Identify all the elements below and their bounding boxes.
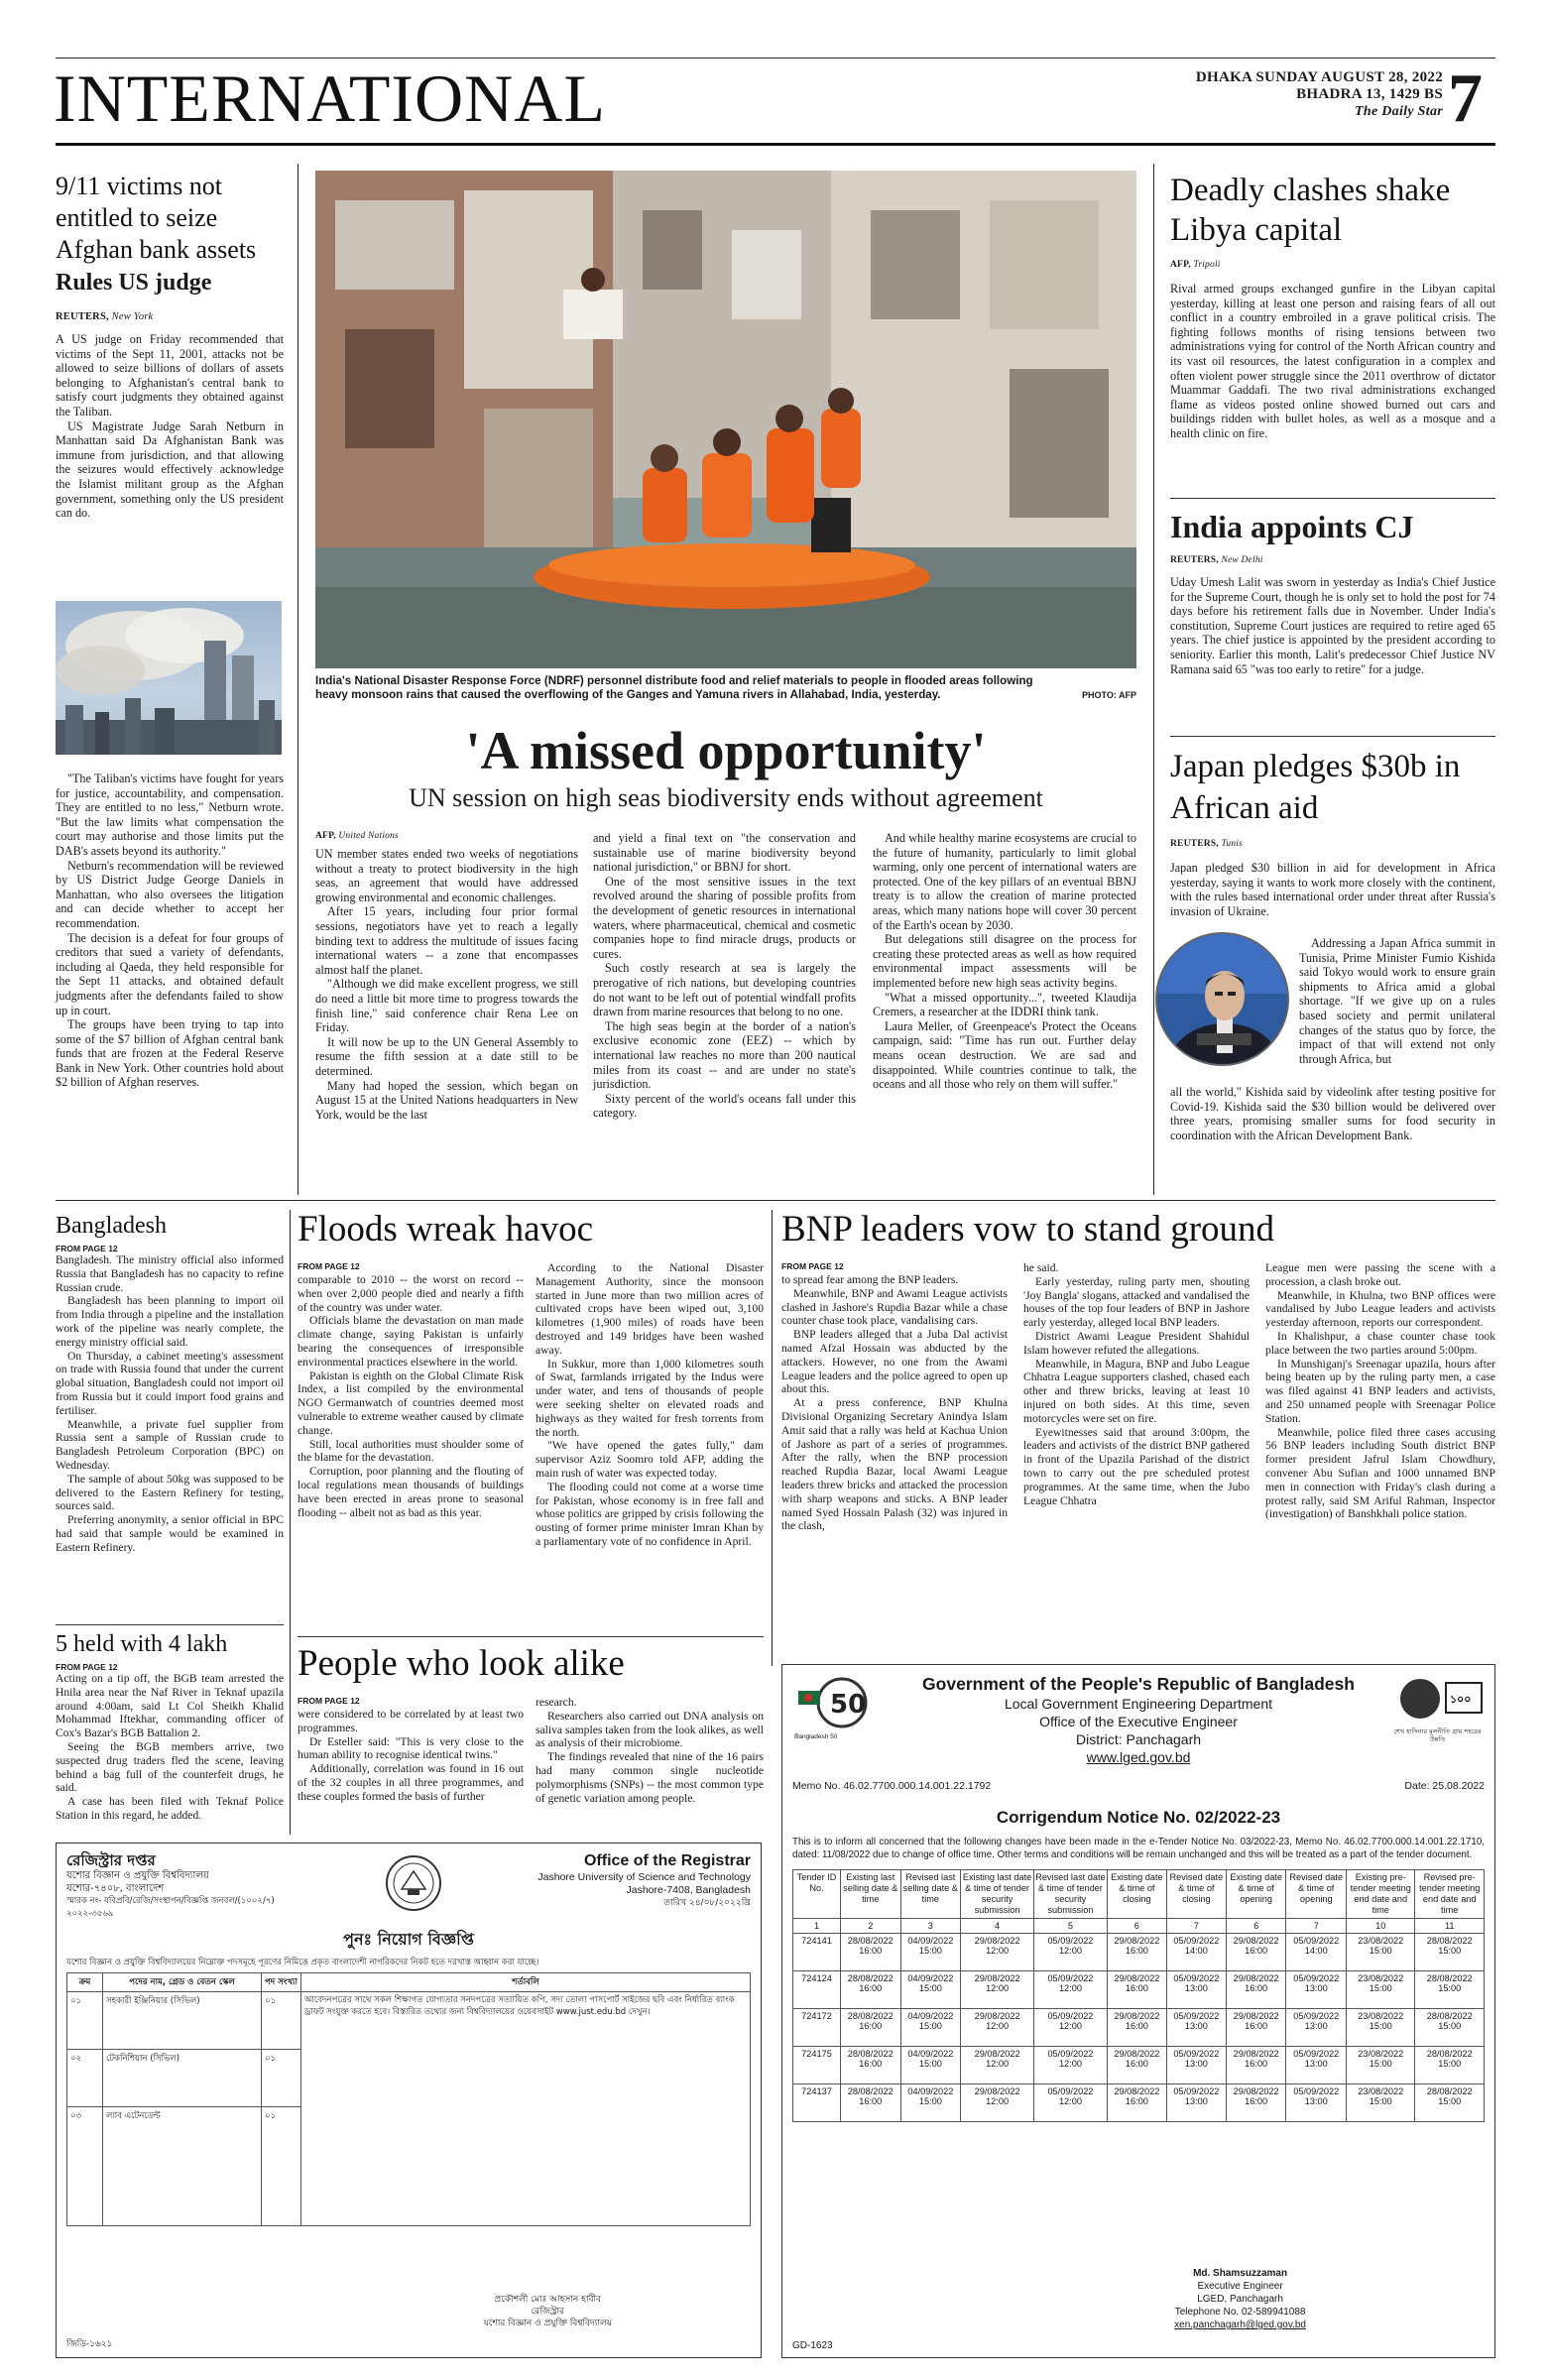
floods-col2: According to the National Disaster Management Authority, since the monsoon started in June more than two million acres of cultivated crops have been wiped out, 3,100 kilometres (1,900 miles) of roads have been destroyed and 149 bridges have been washed away. In Sukkur, more than 1,000 kilometres south of Swat, farmlands irrigated by the Indus were under water, and tens of thousands of people were seeking shelter on elevated roads and highways as they waited for fresh torrents from the north. "We have opened the gates fully," dam supervisor Aziz Soomro told AFP, adding the main rush of water was expected today. The flooding could not come at a worse time for Pakistan, whose economy is in free fall and whose politics are gripped by crisis following the ousting of former prime minister Imran Khan by a parliamentary vote of no confidence in April. (536, 1261, 764, 1548)
bangladesh-50-logo (794, 1675, 874, 1740)
registrar-code: জিডি-১৬২১ (66, 2339, 113, 2349)
bnp-headline: BNP leaders vow to stand ground (781, 1209, 1275, 1250)
lged-district: District: Panchagarh (1075, 1731, 1202, 1747)
bangladesh-headline: Bangladesh (56, 1213, 167, 1239)
afghan-byline: REUTERS, New York (56, 311, 154, 322)
bangla-date: BHADRA 13, 1429 BS (1296, 86, 1443, 102)
libya-byline: AFP, Tripoli (1170, 260, 1221, 270)
lged-web[interactable]: www.lged.gov.bd (1086, 1749, 1191, 1765)
lged-signer-email[interactable]: xen.panchagarh@lged.gov.bd (1174, 2320, 1306, 2330)
tender-number-row: 1 2 3 4 5 6 7 6 7 10 11 (793, 1919, 1485, 1934)
registrar-notice-title: পুনঃ নিয়োগ বিজ্ঞপ্তি (343, 1930, 474, 1949)
floods-headline: Floods wreak havoc (298, 1209, 593, 1250)
table-row: 724172 28/08/2022 16:00 04/09/2022 15:00 29/08/2022 12:00 05/09/2022 12:00 29/08/2022 16:00 05/09/2022 13:00 29/08/2022 16:00 05/09/2022 13:00 23/08/2022 15:00 28/08/2022 15:00 (793, 2009, 1485, 2047)
afghan-subhead: Rules US judge (56, 270, 212, 296)
mujib-logo (1390, 1675, 1485, 1744)
lged-ad (781, 1664, 1495, 2358)
lged-notice: Corrigendum Notice No. 02/2022-23 (996, 1808, 1281, 1827)
bnp-col1: to spread fear among the BNP leaders. Meanwhile, BNP and Awami League activists clashed in Jashore's Rupdia Bazar while a chase counter chase took place, vandalising cars. BNP leaders alleged that a Juba Dal activist named Afzal Hossain was abducted by the attackers. However, no one from the Awami League leaders and the police agreed to open up about this. At a press conference, BNP Khulna Divisional Organizing Secretary Anindya Islam Amit said that a rally was held at Kachua Union of Jashore as part of a series of programmes. After the rally, when the BNP procession reached Rupdia Bazar, local Awami League leaders threw bricks and attacked the procession with sharp weapons and sticks. A BNP leader named Syed Hossain Palash (32) was injured in the clash, (781, 1273, 1008, 1533)
dateline-block (1160, 69, 1443, 120)
bangladesh-body: Bangladesh. The ministry official also informed Russia that Bangladesh has no capacity to refine Russian crude. Bangladesh has been planning to import oil from India through a pipeline and the installation work of the pipeline was nearly complete, the energy ministry official said. On Thursday, a cabinet meeting's assessment on trade with Russia found that under the current global situation, Bangladesh could not import oil from Russia but it could import food grains and fertiliser. Meanwhile, a private fuel supplier from Russia sent a sample of Russian crude to Bangladesh Petroleum Corporation (BPC) on Wednesday. The sample of about 50kg was supposed to be delivered to the Eastern Refinery for testing, sources said. Preferring anonymity, a senior official in BPC had said that sample would be examined in Eastern Refinery. (56, 1253, 284, 1554)
floods-jump (298, 1208, 764, 1251)
lged-memo: Memo No. 46.02.7700.000.14.001.22.1792 (792, 1780, 992, 1792)
registrar-table: ক্রম পদের নাম, গ্রেড ও বেতন স্কেল পদ সংখ্যা শর্তাবলি ০১ সহকারী ইঞ্জিনিয়ার (সিভিল) ০১ আবেদনপত্রের সাথে সকল শিক্ষাগত যোগ্যতার সনদপত্রের সত্যায়িত কপি, সদ্য তোলা পাসপোর্ট সাইজের ছবি এবং নির্ধারিত ব্যাংক ড্রাফট সংযুক্ত করতে হবে। বিস্তারিত তথ্যের জন্য বিশ্ববিদ্যালয়ের ওয়েবসাইট www.just.edu.bd দেখুন। ০২ টেকনিশিয়ান (সিভিল) ০১ ০৩ ল্যাব এটেনডেন্ট ০১ (66, 1972, 751, 2226)
registrar-ad (56, 1843, 762, 2358)
libya-story (1170, 171, 1495, 441)
registrar-seal (379, 1851, 448, 1915)
page-number: 7 (1448, 60, 1483, 137)
lged-signer-title: Executive Engineer (1197, 2281, 1283, 2292)
tender-header-row: Tender ID No. Existing last selling date & time Revised last selling date & time Existing last date & time of tender security submission Revised last date & time of tender security submission Existing date & time of closing Revised date & time of closing Existing date & time of opening Revised date & time of opening Existing pre-tender meeting end date and time Revised pre-tender meeting end date and time (793, 1870, 1485, 1919)
wtc-photo (56, 601, 282, 755)
kishida-photo (1155, 932, 1289, 1066)
lakh-body: Acting on a tip off, the BGB team arrested the Hnila area near the Naf River in Teknaf upazila around 4:00am, said Lt Col Sheikh Khalid Mohammad Iftekhar, commanding officer of Cox's Bazar's BGB Battalion 2. Seeing the BGB members arrive, two suspected drug traders fled the scene, leaving behind a bag full of the counterfeit drugs, he said. A case has been filed with Teknaf Police Station in this regard, he added. (56, 1672, 284, 1822)
india-byline: REUTERS, New Delhi (1170, 555, 1263, 565)
table-row: ০৩ ল্যাব এটেনডেন্ট ০১ (67, 2107, 751, 2226)
dateline: DHAKA SUNDAY AUGUST 28, 2022 (1195, 69, 1443, 85)
registrar-title: Office of the Registrar (583, 1852, 751, 1869)
registrar-bn-addr: যশোর-৭৪০৮, বাংলাদেশ (66, 1883, 165, 1894)
india-headline: India appoints CJ (1170, 509, 1414, 544)
alike-from: FROM PAGE 12 (298, 1696, 360, 1706)
missed-subhead: UN session on high seas biodiversity ends without agreement (409, 783, 1043, 812)
svg-text:১০০: ১০০ (1450, 1693, 1472, 1706)
registrar-signer: প্রকৌশলী মোঃ আহসান হাবীব (494, 2295, 602, 2305)
lakh-from: FROM PAGE 12 (56, 1662, 118, 1672)
lged-office: Office of the Executive Engineer (1039, 1714, 1238, 1729)
libya-body: Rival armed groups exchanged gunfire in the Libyan capital yesterday, killing at least one person and raising fears of all out conflict in a country embroiled in a grave political crisis. The fighting follows months of rising tensions between two administrations vying for control of the North African country and its vast oil resources, the latest configuration in a complex and often violent power struggle since the 2011 overthrow of dictator Muammar Gaddafi. The two rival administrations exchanged flame as videos posted online showed burned out cars and buildings ridden with bullet holes, as well as a mosque and a health clinic on fire. (1170, 282, 1495, 440)
svg-text:50: 50 (830, 1690, 867, 1720)
table-row: 724141 28/08/2022 16:00 04/09/2022 15:00 29/08/2022 12:00 05/09/2022 12:00 29/08/2022 16:00 05/09/2022 14:00 29/08/2022 16:00 05/09/2022 14:00 23/08/2022 15:00 28/08/2022 15:00 (793, 1934, 1485, 1971)
registrar-bn-office: রেজিস্ট্রার দপ্তর (66, 1851, 156, 1869)
lged-signer-name: Md. Shamsuzzaman (1193, 2268, 1288, 2279)
missed-col1: UN member states ended two weeks of negotiations without a treaty to protect biodiversity in the high seas, an agreement that would have addressed growing environmental and economic challenges. After 15 years, including four prior formal sessions, negotiators have yet to reach a legally binding text to address the multitude of issues facing international waters -- a zone that encompasses almost half the planet. "Although we did make excellent progress, we still do need a little bit more time to progress towards the finish line," said conference chair Rena Lee on Friday. It will now be up to the UN General Assembly to resume the fifth session at a date still to be determined. Many had hoped the session, which began on August 15 at the United Nations headquarters in New York, would be the last (315, 847, 578, 1122)
section-title: INTERNATIONAL (54, 60, 606, 136)
table-row: ০২ টেকনিশিয়ান (সিভিল) ০১ (67, 2050, 751, 2107)
japan-body-wrap: Addressing a Japan Africa summit in Tunisia, Prime Minister Fumio Kishida said Tokyo would work to ensure grain shipments to Africa amid a global shortage. "If we give up on a rules based society and permit unilateral changes of the status quo by force, the impact of that will extend not only through Africa, but (1299, 936, 1495, 1066)
afghan-headline: 9/11 victims not entitled to seize Afghan bank assets (56, 172, 257, 264)
photo-credit: PHOTO: AFP (1081, 690, 1136, 700)
japan-body-bottom: all the world," Kishida said by videolink after testing positive for Covid-19. Kishida said the $30 billion would be delivered over three years, promising smaller sums for food security in coordination with the African Development Bank. (1170, 1085, 1495, 1142)
lged-signer-office: LGED, Panchagarh (1197, 2294, 1283, 2305)
registrar-signature (484, 2294, 612, 2329)
japan-byline: REUTERS, Tunis (1170, 839, 1244, 849)
tender-table (792, 1869, 1485, 2122)
missed-byline: AFP, United Nations (315, 831, 399, 841)
alike-col2: research. Researchers also carried out DNA analysis on saliva samples taken from the look alikes, as well as analysis of their microbiome. The findings revealed that nine of the 16 pairs had many common single nucleotide polymorphisms (SNPs) -- the most common type of genetic variation among people. (536, 1696, 764, 1805)
lged-title: Government of the People's Republic of Bangladesh (922, 1674, 1355, 1694)
lged-signature (1174, 2267, 1306, 2331)
alike-col1: were considered to be correlated by at least two programmes. Dr Esteller said: "This is very close to the human ability to recognise identical twins." Additionally, correlation was found in 16 out of the 32 couples in all three programmes, and these couples formed the basis of further (298, 1708, 524, 1803)
bnp-from: FROM PAGE 12 (781, 1261, 844, 1271)
bnp-col2: he said. Early yesterday, ruling party men, shouting 'Joy Bangla' slogans, attacked and vandalised the houses of the top four leaders of BNP in Jashore early yesterday, alleged local BNP leaders. District Awami League President Shahidul Islam however refuted the allegations. Meanwhile, in Magura, BNP and Jubo League Chhatra League supporters clashed, chased each other and threw bricks, leaving at least 10 injured on both sides. At this time, seven motorcycles were set on fire. Eyewitnesses said that around 3:00pm, the leaders and activists of the district BNP gathered in front of the Upazila Parishad of the district town to carry out the pre scheduled protest programmes. At the same time, when the Jubo League Chhatra (1023, 1261, 1250, 1507)
afghan-story (56, 171, 284, 521)
bangladesh-from: FROM PAGE 12 (56, 1244, 118, 1253)
registrar-signer-title: রেজিস্ট্রার (531, 2307, 565, 2317)
registrar-addr: Jashore-7408, Bangladesh (626, 1884, 751, 1896)
lged-signer-phone: Telephone No. 02-589941088 (1174, 2307, 1306, 2318)
flood-photo (315, 171, 1136, 668)
missed-col2: and yield a final text on "the conservation and sustainable use of marine biodiversity beyond national jurisdiction," or BBNJ for short. One of the most sensitive issues in the text revolved around the sharing of possible profits from the development of genetic resources in international waters, where pharmaceutical, chemical and cosmetic companies hope to find miracle drugs, products or cures. Such costly research at sea is largely the prerogative of rich nations, but developing countries do not want to be left out of potential windfall profits drawn from marine resources that belong to no one. The high seas begin at the border of a nation's exclusive economic zone (EEZ) -- which by international law reaches no more than 200 nautical miles from its coast -- and are under no state's jurisdiction. Sixty percent of the world's oceans fall under this category. (593, 831, 856, 1121)
registrar-univ: Jashore University of Science and Technology (537, 1871, 751, 1883)
afghan-body-top: A US judge on Friday recommended that victims of the Sept 11, 2001, attacks not be allowed to seize billions of dollars of assets belonging to Afghanistan's central bank to satisfy court judgments they obtained against the Taliban. US Magistrate Judge Sarah Netburn in Manhattan said Da Afghanistan Bank was immune from jurisdiction, and that allowing the seizures would effectively acknowledge the Islamist militant group as the Afghan government, something only the US president can do. (56, 332, 284, 521)
floods-col1: comparable to 2010 -- the worst on record -- when over 2,000 people died and nearly a fifth of the country was under water. Officials blame the devastation on man made climate change, saying Pakistan is unfairly bearing the consequences of irresponsible environmental practices elsewhere in the world. Pakistan is eighth on the Global Climate Risk Index, a list compiled by the environmental NGO Germanwatch of countries deemed most vulnerable to extreme weather caused by climate change. Still, local authorities must shoulder some of the blame for the devastation. Corruption, poor planning and the flouting of local regulations mean thousands of buildings have been erected in areas prone to seasonal flooding -- albeit not as bad as this year. (298, 1273, 524, 1519)
registrar-bn-univ: যশোর বিজ্ঞান ও প্রযুক্তি বিশ্ববিদ্যালয় (66, 1870, 209, 1881)
lakh-headline: 5 held with 4 lakh (56, 1631, 228, 1657)
registrar-date: তারিখ ২৪/০৮/২০২২খ্রি (663, 1898, 751, 1908)
registrar-bn-memo: স্মারক নং- যবিপ্রবি/রেজি/সংস্থাপন/বিজ্ঞপ্তি জনবল/(১০০২/৭) ২০২২-৩৫৬৯ (66, 1896, 275, 1919)
registrar-intro: যশোর বিজ্ঞান ও প্রযুক্তি বিশ্ববিদ্যালয়ের নিম্নোক্ত পদসমূহে পূরণের নিমিত্তে প্রকৃত বাংলাদেশী নাগরিকদের নিকট হতে দরখাস্ত আহ্বান করা যাচ্ছে। (66, 1958, 539, 1967)
table-row: ০১ সহকারী ইঞ্জিনিয়ার (সিভিল) ০১ আবেদনপত্রের সাথে সকল শিক্ষাগত যোগ্যতার সনদপত্রের সত্যায়িত কপি, সদ্য তোলা পাসপোর্ট সাইজের ছবি এবং নির্ধারিত ব্যাংক ড্রাফট সংযুক্ত করতে হবে। বিস্তারিত তথ্যের জন্য বিশ্ববিদ্যালয়ের ওয়েবসাইট www.just.edu.bd দেখুন। (67, 1992, 751, 2050)
japan-body-top: Japan pledged $30 billion in aid for development in Africa yesterday, saying it wants to work more closely with the continent, with the rules based international order under threat after Russia's invasion of Ukraine. (1170, 861, 1495, 918)
missed-headline: 'A missed opportunity' (465, 721, 987, 780)
lged-dept: Local Government Engineering Department (1004, 1696, 1273, 1712)
missed-col3: And while healthy marine ecosystems are crucial to the future of humanity, particularly to limit global warming, only one percent of international waters are protected. One of the key pillars of an eventual BBNJ treaty is to allow the creation of marine protected areas, which many nations hope will cover 30 percent of the Earth's ocean by 2030. But delegations still disagree on the process for creating these protected areas as well as how required environmental impact assessments will be implemented before new high seas activity begins. "What a missed opportunity...", tweeted Klaudija Cremers, a researcher at the IDDRI think tank. Laura Meller, of Greenpeace's Protect the Oceans campaign, said: "Time has run out. Further delay means ocean destruction. We are sad and disappointed. While countries continue to talk, the oceans and all those who rely on them will suffer." (873, 831, 1136, 1092)
bnp-col3: League men were passing the scene with a procession, a clash broke out. Meanwhile, in Khulna, two BNP offices were vandalised by Jubo League leaders and activists yesterday afternoon, reports our correspondent. In Khalishpur, a chase counter chase took place between the two parties around 5:00pm. In Munshiganj's Sreenagar upazila, hours after being beaten up by the ruling party men, a case was filed against 41 BNP leaders and activists, and 250 unnamed people with Sreenagar Police Station. Meanwhile, police filed three cases accusing 56 BNP leaders including South district BNP former president Jafrul Islam Chowdhury, convener Abu Sufian and 1000 unnamed BNP men in connection with Friday's clash during a protest rally, said SM Ariful Rahman, Inspector (investigation) of Banshkhali police station. (1265, 1261, 1495, 1521)
lged-date: Date: 25.08.2022 (1404, 1780, 1485, 1792)
table-row: 724175 28/08/2022 16:00 04/09/2022 15:00 29/08/2022 12:00 05/09/2022 12:00 29/08/2022 16:00 05/09/2022 13:00 29/08/2022 16:00 05/09/2022 13:00 23/08/2022 15:00 28/08/2022 15:00 (793, 2047, 1485, 2084)
lakh-jump (56, 1630, 284, 1823)
lged-body: This is to inform all concerned that the following changes have been made in the e-Tender Notice No. 03/2022-23, Memo No. 46.02.7700.000.14.001.22.1710, dated: 11/08/2022 due to change of office time. Other terms and conditions will be remain unchanged and this will be treated as a part of the tender document. (792, 1837, 1485, 1860)
alike-headline: People who look alike (298, 1643, 625, 1684)
india-body: Uday Umesh Lalit was sworn in yesterday as India's Chief Justice for the Supreme Court, though he is only set to hold the post for 74 days before his retirement falls due in November. Under India's constitution, Supreme Court justices are required to retire aged 65 years. The chief justice is appointed by the president according to seniority. Earlier this month, Lalit's predecessor Chief Justice NV Ramana said 65 "was too early to retire" for a judge. (1170, 575, 1495, 676)
floods-from: FROM PAGE 12 (298, 1261, 360, 1271)
bangladesh-jump (56, 1212, 284, 1555)
table-row: 724137 28/08/2022 16:00 04/09/2022 15:00 29/08/2022 12:00 05/09/2022 12:00 29/08/2022 16:00 05/09/2022 13:00 29/08/2022 16:00 05/09/2022 13:00 23/08/2022 15:00 28/08/2022 15:00 (793, 2084, 1485, 2122)
registrar-signer-univ: যশোর বিজ্ঞান ও প্রযুক্তি বিশ্ববিদ্যালয় (483, 2319, 612, 2328)
table-row: 724124 28/08/2022 16:00 04/09/2022 15:00 29/08/2022 12:00 05/09/2022 12:00 29/08/2022 16:00 05/09/2022 13:00 29/08/2022 16:00 05/09/2022 13:00 23/08/2022 15:00 28/08/2022 15:00 (793, 1971, 1485, 2009)
japan-story (1170, 746, 1495, 918)
japan-headline: Japan pledges $30b in African aid (1170, 749, 1461, 826)
afghan-body-bottom: "The Taliban's victims have fought for years for justice, accountability, and compensation. They are entitled to no less," Netburn wrote. "But the law limits what compensation the court may authorise and those limits put the DAB's assets beyond its authority." Netburn's recommendation will be reviewed by US District Judge George Daniels in Manhattan, who also oversees the litigation and can decide whether to accept her recommendation. The decision is a defeat for four groups of creditors that sued a variety of defendants, including al Qaeda, they held responsible for the Sept 11 attacks, and obtained default judgments after the defendants failed to show up in court. The groups have been trying to tap into some of the $7 billion of Afghan central bank funds that are frozen at the Federal Reserve Bank in New York. Other countries hold about $2 billion of Afghan reserves. (56, 772, 284, 1090)
libya-headline: Deadly clashes shake Libya capital (1170, 173, 1451, 248)
paper-logo: The Daily Star (1355, 104, 1443, 119)
india-story (1170, 508, 1495, 676)
photo-caption: India's National Disaster Response Force (NDRF) personnel distribute food and relief materials to people in flooded areas following heavy monsoon rains that caused the overflowing of the Ganges and Yamuna rivers in Allahabad, India, yesterday. (315, 674, 1033, 701)
mujib-label: শেখ হাসিনার মূলনীতি গ্রাম শহরের উন্নতি (1393, 1727, 1482, 1743)
bangladesh-50-label: Bangladesh 50 (794, 1733, 838, 1740)
lged-code: GD-1623 (792, 2340, 833, 2351)
